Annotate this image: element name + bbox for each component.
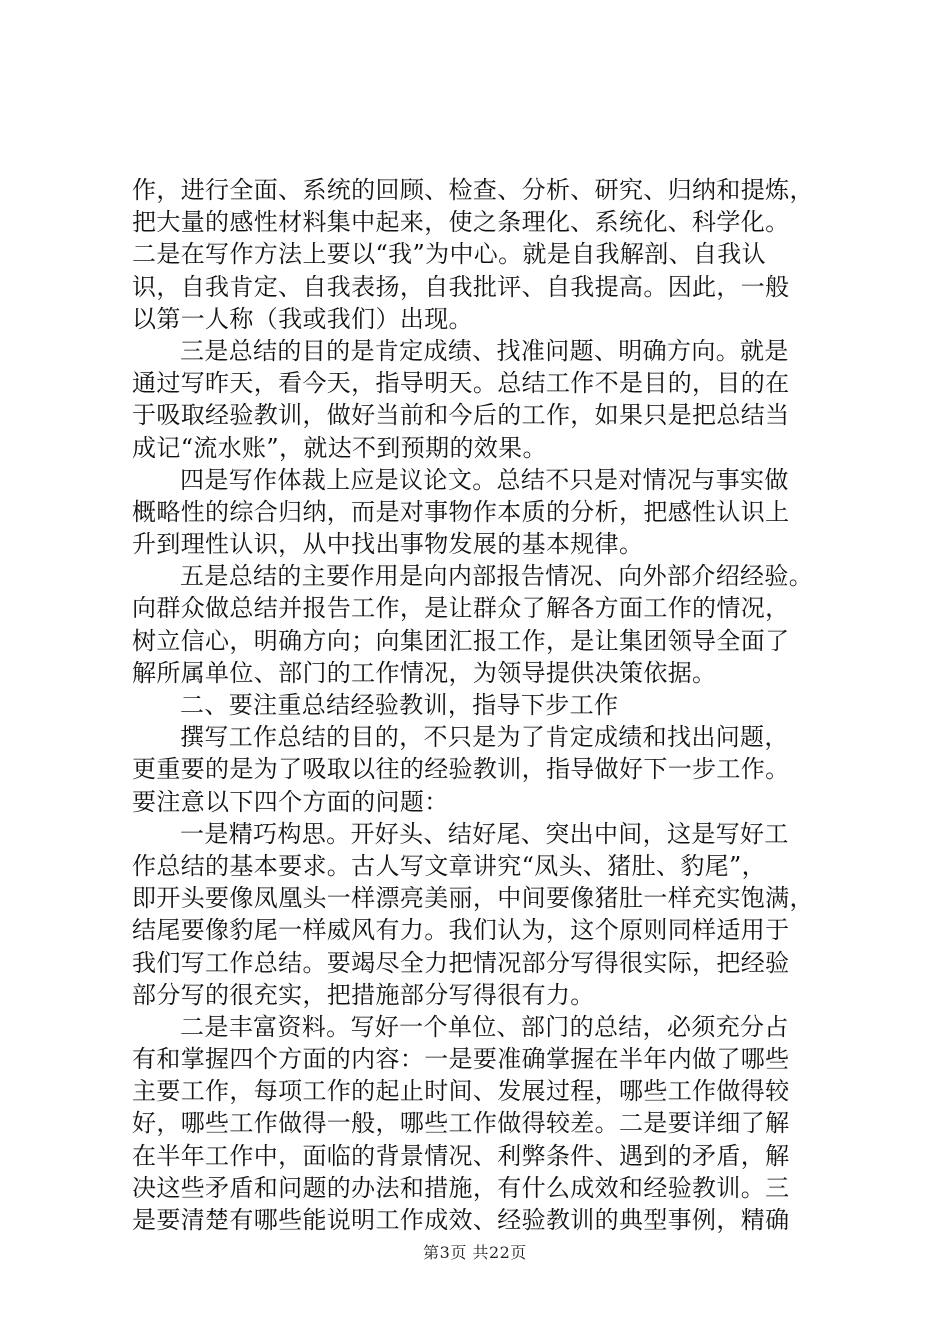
text-line: 成记“流水账”，就达不到预期的效果。 <box>132 433 547 462</box>
text-line: 更重要的是为了吸取以往的经验教训，指导做好下一步工作。 <box>132 755 790 784</box>
text-line: 概略性的综合归纳，而是对事物作本质的分析，把感性认识上 <box>132 497 790 526</box>
text-line: 要注意以下四个方面的问题： <box>132 787 449 816</box>
text-line: 识，自我肯定、自我表扬，自我批评、自我提高。因此，一般 <box>132 272 790 301</box>
paragraph-first-line: 撰写工作总结的目的，不只是为了肯定成绩和找出问题， <box>180 723 789 752</box>
text-line: 二是在写作方法上要以“我”为中心。就是自我解剖、自我认 <box>132 240 766 269</box>
text-line: 是要清楚有哪些能说明工作成效、经验教训的典型事例，精确 <box>132 1206 790 1234</box>
text-line: 向群众做总结并报告工作，是让群众了解各方面工作的情况， <box>132 594 790 623</box>
text-line: 以第一人称（我或我们）出现。 <box>132 304 473 333</box>
text-line: 有和掌握四个方面的内容：一是要准确掌握在半年内做了哪些 <box>132 1045 790 1074</box>
text-line: 把大量的感性材料集中起来，使之条理化、系统化、科学化。 <box>132 208 790 237</box>
text-line: 通过写昨天，看今天，指导明天。总结工作不是目的，目的在 <box>132 369 790 398</box>
text-line: 于吸取经验教训，做好当前和今后的工作，如果只是把总结当 <box>132 401 790 430</box>
paragraph-first-line: 五是总结的主要作用是向内部报告情况、向外部介绍经验。 <box>180 562 814 591</box>
text-line: 决这些矛盾和问题的办法和措施，有什么成效和经验教训。三 <box>132 1173 790 1202</box>
text-line: 我们写工作总结。要竭尽全力把情况部分写得很实际，把经验 <box>132 948 790 977</box>
paragraph-first-line: 二是丰富资料。写好一个单位、部门的总结，必须充分占 <box>180 1012 789 1041</box>
paragraph-first-line: 一是精巧构思。开好头、结好尾、突出中间，这是写好工 <box>180 819 789 848</box>
text-line: 部分写的很充实，把措施部分写得很有力。 <box>132 980 595 1009</box>
text-line: 作总结的基本要求。古人写文章讲究“凤头、猪肚、豹尾”， <box>132 851 766 880</box>
text-line: 即开头要像凤凰头一样漂亮美丽，中间要像猪肚一样充实饱满， <box>132 884 814 913</box>
text-line: 主要工作，每项工作的起止时间、发展过程，哪些工作做得较 <box>132 1077 790 1106</box>
document-body <box>132 174 832 1236</box>
text-line: 在半年工作中，面临的背景情况、利弊条件、遇到的矛盾，解 <box>132 1141 790 1170</box>
text-line: 结尾要像豹尾一样威风有力。我们认为，这个原则同样适用于 <box>132 916 790 945</box>
text-line: 树立信心，明确方向；向集团汇报工作，是让集团领导全面了 <box>132 626 790 655</box>
text-line: 升到理性认识，从中找出事物发展的基本规律。 <box>132 530 644 559</box>
paragraph-first-line: 三是总结的目的是肯定成绩、找准问题、明确方向。就是 <box>180 336 789 365</box>
text-line: 解所属单位、部门的工作情况，为领导提供决策依据。 <box>132 658 717 687</box>
page-number-footer: 第3页 共22页 <box>423 1243 527 1262</box>
paragraph-first-line: 四是写作体裁上应是议论文。总结不只是对情况与事实做 <box>180 465 789 494</box>
text-line: 好，哪些工作做得一般，哪些工作做得较差。二是要详细了解 <box>132 1109 790 1138</box>
text-line: 作，进行全面、系统的回顾、检查、分析、研究、归纳和提炼， <box>132 176 814 204</box>
section-heading: 二、要注重总结经验教训，指导下步工作 <box>180 691 619 719</box>
